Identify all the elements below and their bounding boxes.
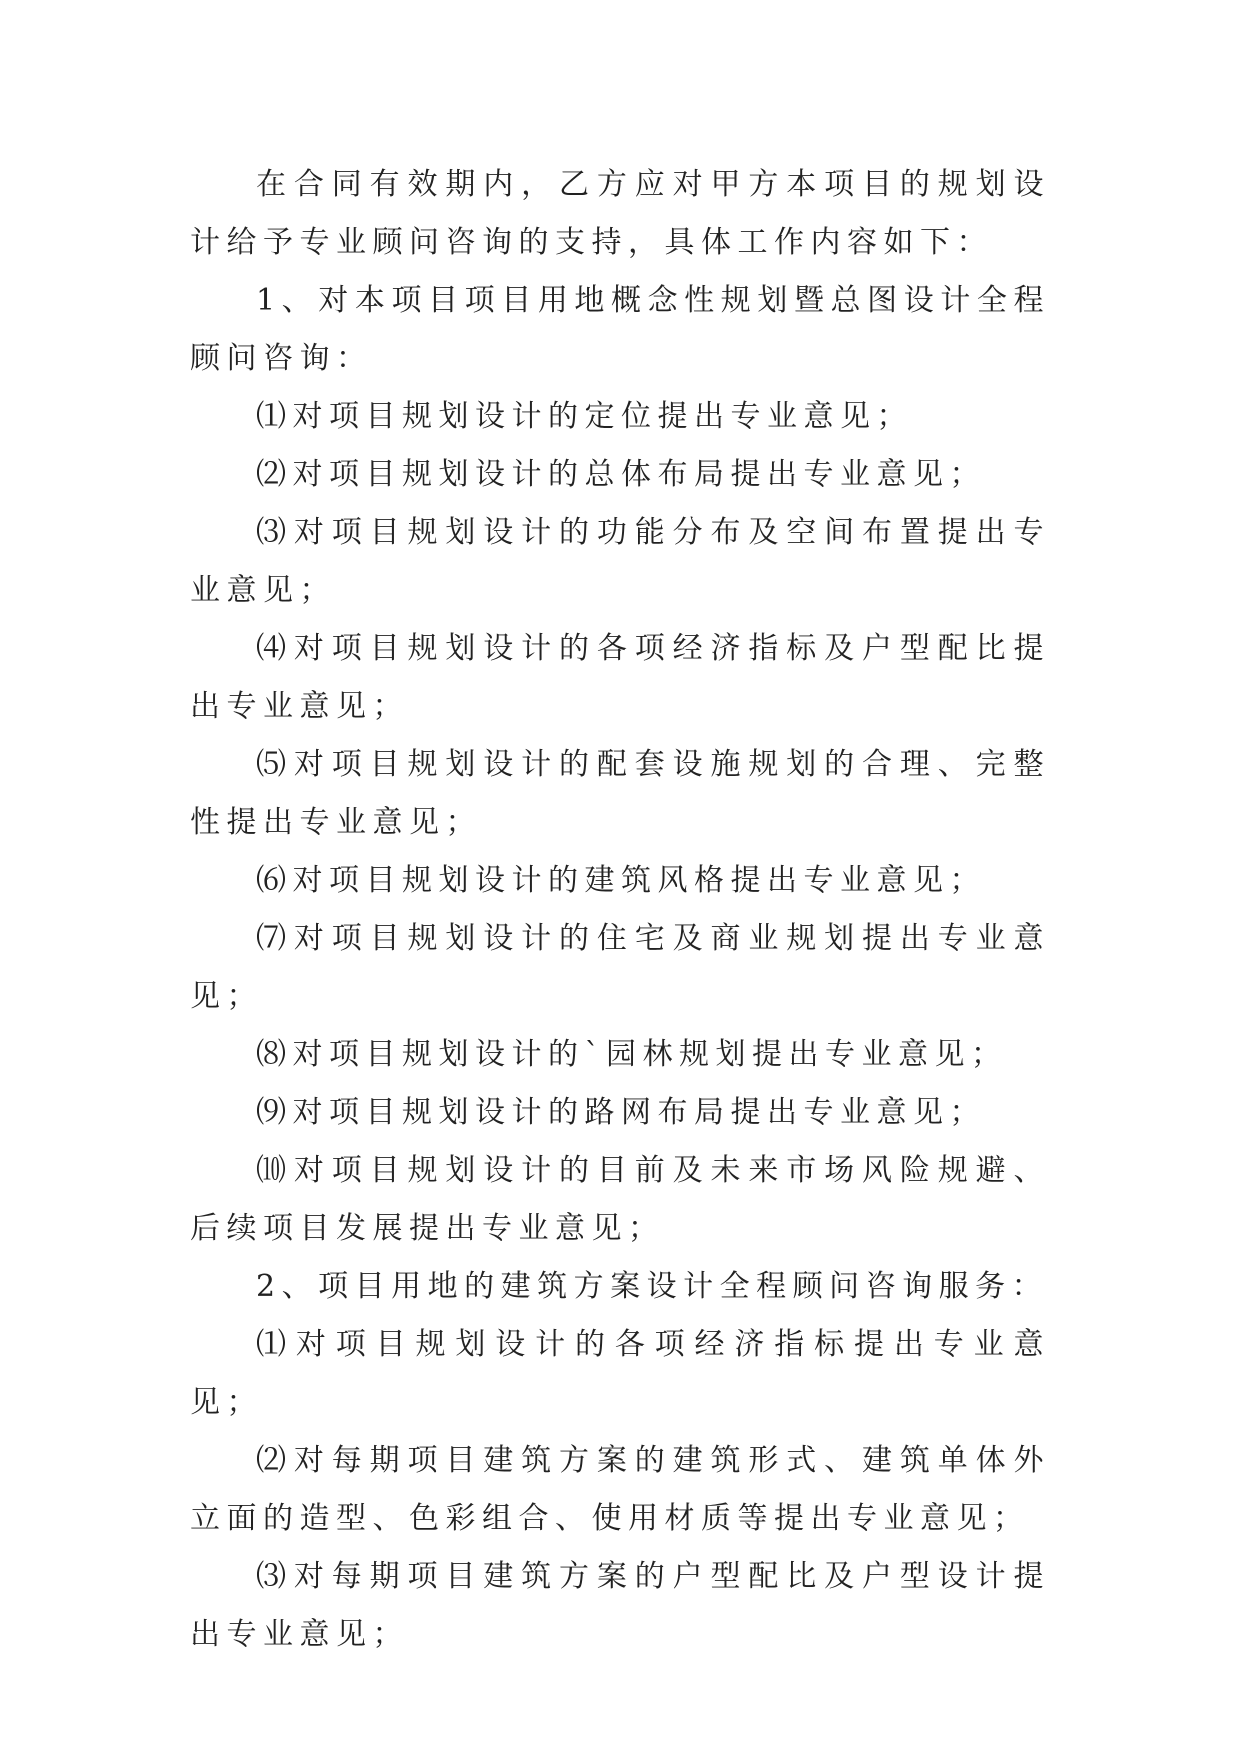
section-2-item-2: ⑵对每期项目建筑方案的建筑形式、建筑单体外立面的造型、色彩组合、使用材质等提出专业意见；: [190, 1443, 1050, 1536]
section-1-item-2: ⑵对项目规划设计的总体布局提出专业意见；: [256, 457, 986, 492]
document-body: [190, 156, 1050, 1664]
section-2-heading: 2、项目用地的建筑方案设计全程顾问咨询服务：: [256, 1269, 1049, 1304]
section-1-item-7: ⑺对项目规划设计的住宅及商业规划提出专业意见；: [190, 921, 1050, 1014]
section-1-item-8: ⑻对项目规划设计的`园林规划提出专业意见；: [256, 1037, 1008, 1072]
section-1-item-1: ⑴对项目规划设计的定位提出专业意见；: [256, 399, 913, 434]
intro-paragraph: 在合同有效期内，乙方应对甲方本项目的规划设计给予专业顾问咨询的支持，具体工作内容如下：: [190, 167, 1050, 260]
section-1-item-10: ⑽对项目规划设计的目前及未来市场风险规避、后续项目发展提出专业意见；: [190, 1153, 1050, 1246]
section-1-item-4: ⑷对项目规划设计的各项经济指标及户型配比提出专业意见；: [190, 631, 1050, 724]
section-1-item-9: ⑼对项目规划设计的路网布局提出专业意见；: [256, 1095, 986, 1130]
section-1-heading: 1、对本项目项目用地概念性规划暨总图设计全程顾问咨询：: [190, 283, 1050, 376]
section-1-item-5: ⑸对项目规划设计的配套设施规划的合理、完整性提出专业意见；: [190, 747, 1050, 840]
section-1-item-6: ⑹对项目规划设计的建筑风格提出专业意见；: [256, 863, 986, 898]
section-2-item-1: ⑴对项目规划设计的各项经济指标提出专业意见；: [190, 1327, 1050, 1420]
section-2-item-3: ⑶对每期项目建筑方案的户型配比及户型设计提出专业意见；: [190, 1559, 1050, 1652]
section-1-item-3: ⑶对项目规划设计的功能分布及空间布置提出专业意见；: [190, 515, 1050, 608]
